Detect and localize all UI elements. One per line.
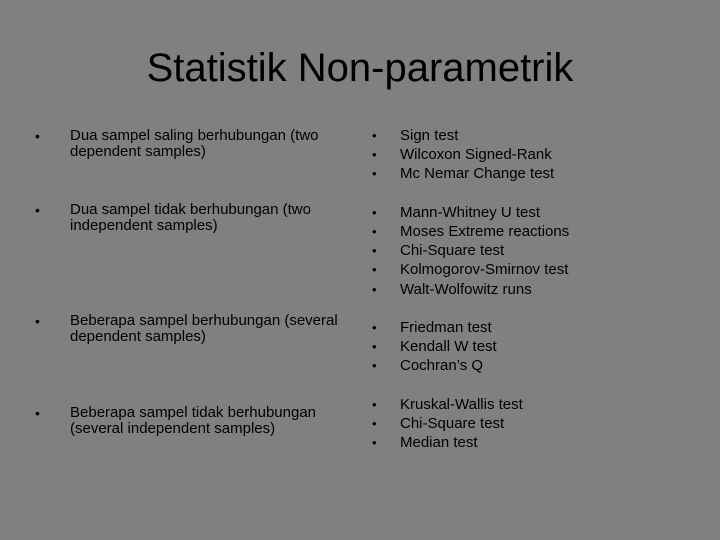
- list-item-text: Median test: [400, 434, 478, 451]
- list-item: [372, 433, 692, 452]
- list-item: [372, 337, 692, 356]
- list-item: [372, 356, 692, 375]
- list-item-text: Beberapa sampel tidak berhubungan (several independent samples): [70, 404, 317, 437]
- bullet: •: [372, 339, 377, 354]
- list-item-text: Dua sampel tidak berhubungan (two independent samples): [70, 201, 311, 234]
- bullet: •: [372, 397, 377, 412]
- bullet: •: [372, 262, 377, 277]
- bullet: •: [35, 405, 40, 421]
- list-item: [372, 203, 692, 222]
- list-item-text: Beberapa sampel berhubungan (several dependent samples): [70, 312, 338, 345]
- bullet: •: [35, 202, 40, 218]
- list-item: [372, 145, 692, 164]
- bullet: •: [35, 128, 40, 144]
- bullet: •: [372, 416, 377, 431]
- list-item: [372, 222, 692, 241]
- list-item: [372, 280, 692, 299]
- list-item: [372, 126, 692, 145]
- list-item-text: Wilcoxon Signed-Rank: [400, 146, 552, 163]
- list-item-text: Chi-Square test: [400, 415, 505, 432]
- bullet: •: [372, 224, 377, 239]
- list-item: [372, 260, 692, 279]
- list-item-text: Moses Extreme reactions: [400, 223, 570, 240]
- list-item: [372, 318, 692, 337]
- list-item-text: Kruskal-Wallis test: [400, 396, 523, 413]
- list-item-text: Sign test: [400, 127, 459, 144]
- bullet: •: [35, 313, 40, 329]
- list-item: [372, 164, 692, 183]
- list-item: [372, 414, 692, 433]
- list-item-text: Mc Nemar Change test: [400, 165, 555, 182]
- bullet: •: [372, 147, 377, 162]
- list-item-text: Mann-Whitney U test: [400, 204, 541, 221]
- bullet: •: [372, 435, 377, 450]
- list-item-text: Friedman test: [400, 319, 492, 336]
- bullet: •: [372, 358, 377, 373]
- list-item: [372, 241, 692, 260]
- bullet: •: [372, 320, 377, 335]
- list-item-text: Dua sampel saling berhubungan (two dependent samples): [70, 127, 319, 160]
- list-item-text: Cochran’s Q: [400, 357, 484, 374]
- bullet: •: [372, 282, 377, 297]
- slide-title: Statistik Non-parametrik: [146, 46, 574, 90]
- bullet: •: [372, 166, 377, 181]
- list-item-text: Walt-Wolfowitz runs: [400, 281, 532, 298]
- list-item: [372, 395, 692, 414]
- bullet: •: [372, 205, 377, 220]
- list-item-text: Kolmogorov-Smirnov test: [400, 261, 569, 278]
- list-item-text: Kendall W test: [400, 338, 497, 355]
- bullet: •: [372, 128, 377, 143]
- bullet: •: [372, 243, 377, 258]
- list-item-text: Chi-Square test: [400, 242, 505, 259]
